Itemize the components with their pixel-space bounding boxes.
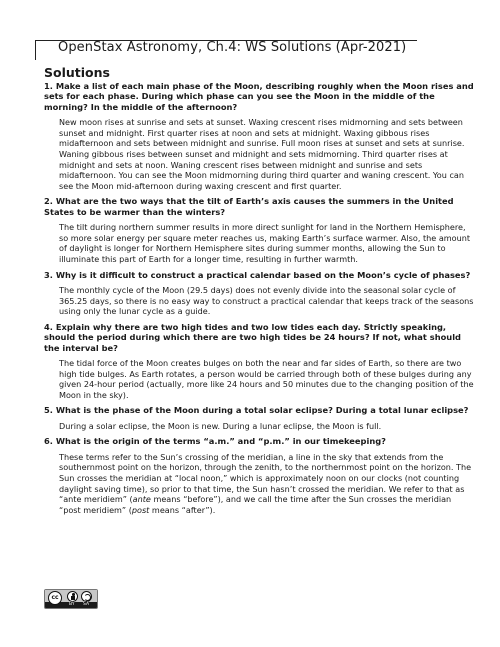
- answer-6-text-a: These terms refer to the Sun’s crossing of the meridian, a line in the sky that extends from the southernmost point on the horizon, through the zenith, to the northernmost point on the horizon. The Sun crosses the meridian at “local noon,” which is approximately noon on our clocks (not counting daylight saving time), so prior to that time, the Sun hasn’t crossed the meridian. We refer to that as “ante meridiem” (: [59, 451, 472, 505]
- answer-6: [59, 452, 474, 516]
- answer-6-text-b: means “before”), and we call the time after the Sun crosses the meridian “post meridiem” (: [59, 494, 452, 515]
- attribution-icon: [67, 591, 78, 602]
- answer-6-term-post: post: [131, 504, 150, 515]
- answer-3: The monthly cycle of the Moon (29.5 days) does not evenly divide into the seasonal solar cycle of 365.25 days, so there is no easy way to construct a practical calendar that keeps track of the seasons using only the lunar cycle as a guide.: [59, 284, 474, 317]
- cc-icon: cc: [48, 591, 62, 605]
- answer-6-term-ante: ante: [132, 494, 151, 505]
- question-1: 1. Make a list of each main phase of the Moon, describing roughly when the Moon rises and sets for each phase. During which phase can you see the Moon in the middle of the morning? In the middle of the afternoon?: [44, 81, 474, 112]
- section-title: Solutions: [44, 65, 110, 80]
- answer-5: During a solar eclipse, the Moon is new. During a lunar eclipse, the Moon is full.: [59, 420, 382, 431]
- answer-2: The tilt during northern summer results in more direct sunlight for land in the Northern Hemisphere, so more solar energy per square meter reaches us, making Earth’s surface warmer. Also, the amount of daylight is longer for Northern Hemisphere sites during summer months, allowing the Sun to illuminate this part of Earth for a longer time, resulting in further warmth.: [59, 222, 471, 264]
- license-sa-label: SA: [83, 602, 90, 607]
- share-alike-icon-arc: [84, 594, 91, 601]
- question-2: 2. What are the two ways that the tilt of Earth’s axis causes the summers in the United States to be warmer than the winters?: [44, 196, 454, 217]
- share-alike-icon: [81, 591, 92, 602]
- question-5: 5. What is the phase of the Moon during a total solar eclipse? During a total lunar eclipse?: [44, 405, 469, 416]
- answer-4: The tidal force of the Moon creates bulges on both the near and far sides of Earth, so there are two high tide bulges. As Earth rotates, a person would be carried through both of these bulges during any given 24-hour period (actually, more like 24 hours and 50 minutes due to the changing position of the Moon in the sky).: [59, 357, 474, 400]
- question-4: 4. Explain why there are two high tides and two low tides each day. Strictly speaking, should the period during which there are two high tides be 24 hours? If not, what should the interval be?: [44, 321, 461, 353]
- cc-by-sa-license-badge: [44, 589, 98, 609]
- question-3: 3. Why is it difficult to construct a practical calendar based on the Moon’s cycle of phases?: [44, 269, 471, 280]
- answer-6-text-c: means “after”).: [149, 504, 216, 515]
- attribution-icon-body: [71, 596, 75, 600]
- license-by-label: BY: [69, 602, 75, 607]
- solutions-list: [44, 81, 474, 520]
- answer-1: New moon rises at sunrise and sets at sunset. Waxing crescent rises midmorning and sets between sunset and midnight. First quarter rises at noon and sets at midnight. Waxing gibbous rises midafternoon and sets between midnight and sunrise. Full moon rises at sunset and sets at sunrise. Waning gibbous rises between sunset and midnight and sets midmorning. Third quarter rises at midnight and sets at noon. Waning crescent rises between midnight and sunrise and sets midafternoon. You can see the Moon midmorning during third quarter and waning crescent. You can see the Moon mid-afternoon during waxing crescent and first quarter.: [59, 117, 465, 191]
- document-title: OpenStax Astronomy, Ch.4: WS Solutions (Apr-2021): [58, 40, 407, 55]
- question-6: 6. What is the origin of the terms “a.m.” and “p.m.” in our timekeeping?: [44, 436, 386, 447]
